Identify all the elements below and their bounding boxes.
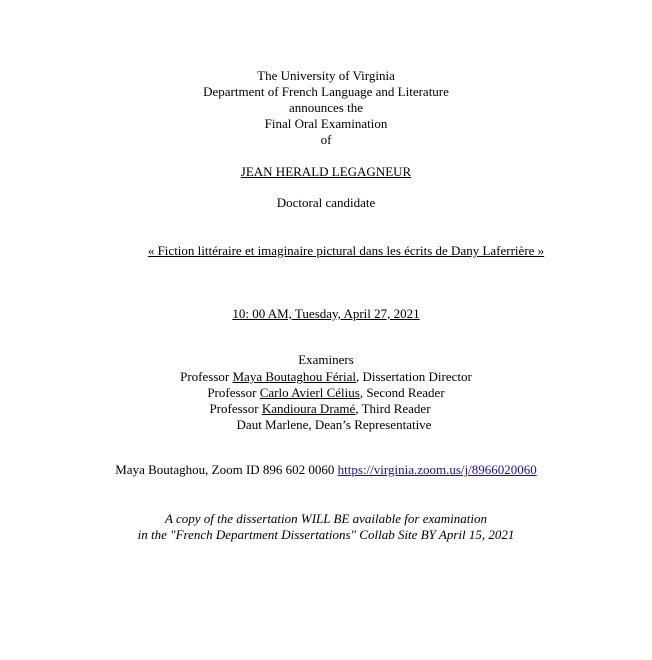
dissertation-title-line <box>20 243 652 259</box>
examiner-name: Carlo Avierl Célius <box>259 385 360 400</box>
examiners-heading: Examiners <box>298 352 354 367</box>
examiner-role: , Third Reader <box>355 401 431 416</box>
examiner-name: Maya Boutaghou Férial <box>232 369 356 384</box>
dissertation-title: « Fiction littéraire et imaginaire pictural dans les écrits de Dany Laferrière » <box>147 243 545 258</box>
examiner-prefix: Professor <box>209 401 262 416</box>
exam-datetime-line <box>0 306 652 322</box>
exam-title: Final Oral Examination <box>264 116 388 131</box>
department-name: Department of French Language and Literature <box>203 84 449 99</box>
examiner-role: , Second Reader <box>359 385 445 400</box>
announces-text: announces the <box>288 100 363 115</box>
zoom-link[interactable]: https://virginia.zoom.us/j/8966020060 <box>337 462 537 477</box>
exam-datetime: 10: 00 AM, Tuesday, April 27, 2021 <box>232 306 420 321</box>
examiner-row <box>0 385 652 401</box>
announcement-header <box>0 68 652 148</box>
candidate-role: Doctoral candidate <box>276 195 376 210</box>
examiner-row <box>0 369 652 385</box>
examiner-prefix: Professor <box>180 369 233 384</box>
of-text: of <box>320 132 332 147</box>
candidate-name-line <box>0 164 652 180</box>
examiner-name: Kandioura Dramé <box>261 401 356 416</box>
examiner-role: , Dissertation Director <box>355 369 472 384</box>
candidate-name: JEAN HERALD LEGAGNEUR <box>240 164 412 179</box>
deans-representative: Daut Marlene, Dean’s Representative <box>236 417 432 432</box>
examiner-prefix: Professor <box>207 385 260 400</box>
university-name: The University of Virginia <box>257 68 395 83</box>
zoom-info: Maya Boutaghou, Zoom ID 896 602 0060 <box>115 462 338 477</box>
availability-notice-line2: in the "French Department Dissertations" Collab Site BY April 15, 2021 <box>137 527 515 542</box>
availability-notice-line1: A copy of the dissertation WILL BE available for examination <box>165 511 487 526</box>
examiner-row <box>0 401 646 417</box>
zoom-line <box>0 462 652 478</box>
